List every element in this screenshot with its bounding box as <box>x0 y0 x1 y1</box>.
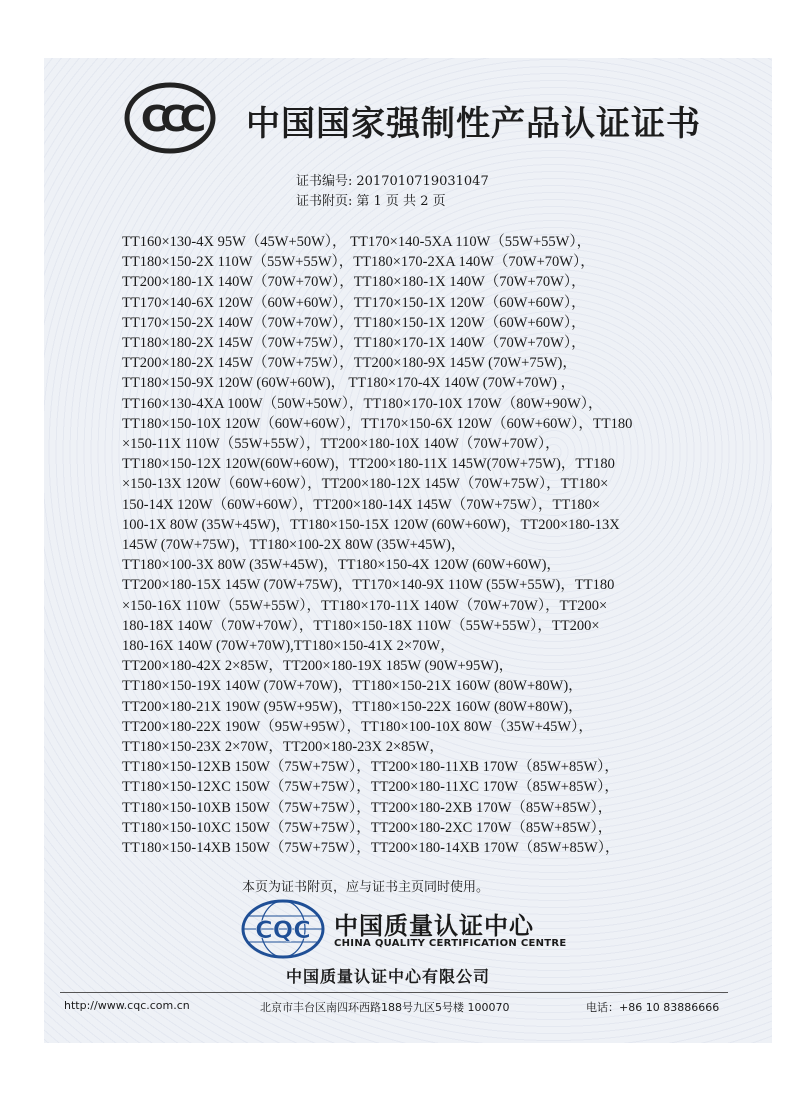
model-line: TT160×130-4X 95W（45W+50W）， TT170×140-5XA 110W（55W+55W）， <box>122 234 592 250</box>
cqc-logo-text: CQC <box>255 916 311 944</box>
attachment-note: 本页为证书附页，应与证书主页同时使用。 <box>242 880 490 895</box>
certificate-number-value: 2017010719031047 <box>356 174 489 189</box>
model-line: 150-14X 120W（60W+60W），TT200×180-14X 145W（70W+75W），TT180× <box>122 496 601 513</box>
model-list <box>122 232 662 858</box>
certificate-number <box>296 170 556 189</box>
footer-url: http://www.cqc.com.cn <box>64 999 190 1012</box>
model-line: TT180×150-19X 140W (70W+70W)，TT180×150-21X 160W (80W+80W)， <box>122 678 583 695</box>
model-line: TT160×130-4XA 100W（50W+50W），TT180×170-10X 170W（80W+90W）， <box>122 395 603 412</box>
model-line: 180-18X 140W（70W+70W），TT180×150-18X 110W（55W+55W），TT200× <box>122 617 600 634</box>
model-line: TT180×150-10XB 150W（75W+75W），TT200×180-2XB 170W（85W+85W）， <box>122 799 613 816</box>
certificate-number-label: 证书编号: <box>296 174 353 189</box>
issuer-company: 中国质量认证中心有限公司 <box>286 967 491 986</box>
model-line: TT170×150-2X 140W（70W+70W），TT180×150-1X 120W（60W+60W）， <box>122 314 586 331</box>
model-line: TT180×150-10X 120W（60W+60W），TT170×150-6X 120W（60W+60W），TT180 <box>122 415 633 432</box>
ccc-logo-text: CCC <box>140 99 200 140</box>
model-line: 100-1X 80W (35W+45W)，TT180×150-15X 120W (60W+60W)，TT200×180-13X <box>122 516 620 533</box>
model-line: TT200×180-1X 140W（70W+70W），TT180×180-1X 140W（70W+70W）， <box>122 274 586 291</box>
model-line: TT200×180-2X 145W（70W+75W），TT200×180-9X 145W (70W+75W)， <box>122 355 577 372</box>
model-line: TT170×140-6X 120W（60W+60W），TT170×150-1X 120W（60W+60W）， <box>122 294 586 311</box>
footer-tel: 电话：+86 10 83886666 <box>586 1001 720 1014</box>
model-line: TT200×180-21X 190W (95W+95W)，TT180×150-22X 160W (80W+80W)， <box>122 698 583 715</box>
footer-divider <box>60 992 728 993</box>
model-line: TT180×100-3X 80W (35W+45W)，TT180×150-4X 120W (60W+60W)， <box>122 557 561 574</box>
model-line: TT180×150-9X 120W (60W+60W)， TT180×170-4X 140W (70W+70W) ， <box>122 375 576 392</box>
model-line: TT180×150-23X 2×70W，TT200×180-23X 2×85W， <box>122 739 444 756</box>
model-line: TT180×150-2X 110W（55W+55W），TT180×170-2XA 140W（70W+70W）， <box>122 254 595 271</box>
model-line: 145W (70W+75W)，TT180×100-2X 80W (35W+45W)， <box>122 537 466 554</box>
ccc-mark-icon <box>124 82 216 154</box>
attachment-label: 证书附页: <box>296 194 353 209</box>
attachment-value: 第 1 页 共 2 页 <box>356 194 446 209</box>
model-line: TT180×150-10XC 150W（75W+75W），TT200×180-2XC 170W（85W+85W）， <box>122 819 613 836</box>
model-line: TT180×180-2X 145W（70W+75W），TT180×170-1X 140W（70W+70W）， <box>122 335 586 352</box>
model-line: ×150-11X 110W（55W+55W），TT200×180-10X 140W（70W+70W）， <box>122 436 560 453</box>
cqc-globe-logo-icon <box>240 898 326 960</box>
model-line: TT180×150-14XB 150W（75W+75W），TT200×180-14XB 170W（85W+85W）， <box>122 840 620 857</box>
footer-address: 北京市丰台区南四环西路188号九区5号楼 100070 <box>260 1001 510 1014</box>
issuer-name-cn: 中国质量认证中心 <box>334 912 534 940</box>
model-line: TT180×150-12XB 150W（75W+75W），TT200×180-11XB 170W（85W+85W）， <box>122 759 619 776</box>
model-line: TT180×150-12XC 150W（75W+75W），TT200×180-11XC 170W（85W+85W）， <box>122 779 619 796</box>
model-line: TT180×150-12X 120W(60W+60W)，TT200×180-11X 145W(70W+75W)，TT180 <box>122 456 615 473</box>
model-line: 180-16X 140W (70W+70W),TT180×150-41X 2×70W， <box>122 638 455 655</box>
model-line: ×150-13X 120W（60W+60W），TT200×180-12X 145W（70W+75W），TT180× <box>122 476 609 493</box>
issuer-name-en: CHINA QUALITY CERTIFICATION CENTRE <box>334 938 567 949</box>
model-line: TT200×180-15X 145W (70W+75W)，TT170×140-9X 110W (55W+55W)，TT180 <box>122 577 615 594</box>
model-line: TT200×180-22X 190W（95W+95W），TT180×100-10X 80W（35W+45W）， <box>122 718 593 735</box>
attachment-page-info <box>296 190 556 209</box>
page-title: 中国国家强制性产品认证证书 <box>246 104 701 144</box>
model-line: ×150-16X 110W（55W+55W），TT180×170-11X 140W（70W+70W），TT200× <box>122 597 608 614</box>
model-line: TT200×180-42X 2×85W，TT200×180-19X 185W (90W+95W)， <box>122 658 514 675</box>
